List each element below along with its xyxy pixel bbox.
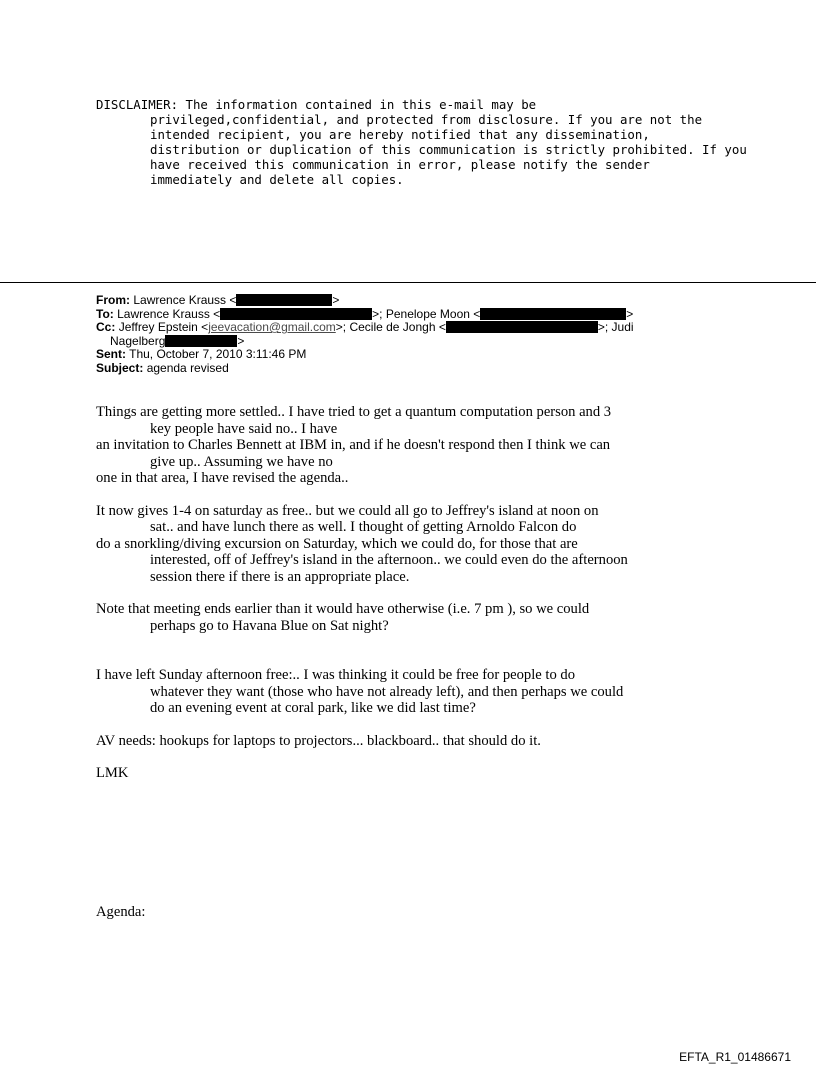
redaction-box [220,308,372,320]
body-paragraph [96,503,796,586]
cc-line [96,321,796,335]
subject-label: Subject: [96,360,144,375]
body-line: It now gives 1-4 on saturday as free.. but we could all go to Jeffrey's island at noon on [96,502,599,519]
cc-label: Cc: [96,320,116,334]
subject-line [96,362,796,376]
cc-close: > [237,333,245,348]
body-paragraph [96,733,796,750]
from-name: Lawrence Krauss < [133,293,237,307]
disclaimer [96,97,796,187]
to-close: > [626,306,634,321]
email-header [96,294,796,375]
body-line: give up.. Assuming we have no [150,453,333,470]
disclaimer-line: have received this communication in error, please notify the sender [150,157,650,172]
body-line: sat.. and have lunch there as well. I thought of getting Arnoldo Falcon do [150,519,577,535]
body-line: Note that meeting ends earlier than it would have otherwise (i.e. 7 pm ), so we could [96,601,590,617]
cc-name: Jeffrey Epstein < [118,320,209,334]
disclaimer-line: intended recipient, you are hereby notified that any dissemination, [150,127,650,142]
body-line: whatever they want (those who have not already left), and then perhaps we could [150,683,624,700]
to-separator: >; Penelope Moon < [372,306,481,321]
disclaimer-line: privileged,confidential, and protected from disclosure. If you are not the [150,112,703,127]
to-label: To: [96,306,114,321]
redaction-box [165,335,237,347]
disclaimer-line: DISCLAIMER: The information contained in this e-mail may be [96,97,537,112]
from-line [96,294,796,308]
cc-continuation-line [96,335,796,349]
redaction-box [480,308,626,320]
redaction-box [236,294,332,306]
body-line: perhaps go to Havana Blue on Sat night? [150,617,389,634]
body-line: do a snorkling/diving excursion on Saturday, which we could do, for those that are [96,535,578,552]
body-line: Things are getting more settled.. I have tried to get a quantum computation person and 3 [96,404,612,420]
section-divider [0,282,816,283]
cc-separator: >; Judi [597,320,634,334]
from-close: > [332,293,340,307]
to-name: Lawrence Krauss < [117,306,221,321]
body-paragraph [96,601,796,634]
from-label: From: [96,293,130,307]
subject-value: agenda revised [146,360,229,375]
body-paragraph [96,667,796,717]
sent-line [96,348,796,362]
cc-continuation-name: Nagelberg [110,333,166,348]
body-line: an invitation to Charles Bennett at IBM in, and if he doesn't respond then I think we can [96,437,611,453]
body-line: session there if there is an appropriate place. [150,568,410,585]
body-line: AV needs: hookups for laptops to projectors... blackboard.. that should do it. [96,732,541,749]
body-line: do an evening event at coral park, like we did last time? [150,700,476,716]
disclaimer-line: immediately and delete all copies. [150,172,404,187]
signoff: LMK [96,765,129,781]
to-line [96,308,796,322]
cc-separator: >; Cecile de Jongh < [335,320,446,334]
sent-value: Thu, October 7, 2010 3:11:46 PM [129,347,307,361]
body-line: I have left Sunday afternoon free:.. I was thinking it could be free for people to do [96,667,575,683]
agenda-label: Agenda: [96,904,146,920]
redaction-box [446,321,598,333]
body-line: key people have said no.. I have [150,420,338,437]
body-line: interested, off of Jeffrey's island in the afternoon.. we could even do the afternoon [150,552,628,568]
email-body [96,404,796,782]
cc-email-link[interactable]: jeevacation@gmail.com [208,320,336,334]
disclaimer-line: distribution or duplication of this communication is strictly prohibited. If you [150,142,747,157]
sent-label: Sent: [96,347,126,361]
body-paragraph [96,404,796,487]
document-id: EFTA_R1_01486671 [679,1050,791,1064]
body-paragraph [96,765,796,782]
body-line: one in that area, I have revised the agenda.. [96,470,349,486]
